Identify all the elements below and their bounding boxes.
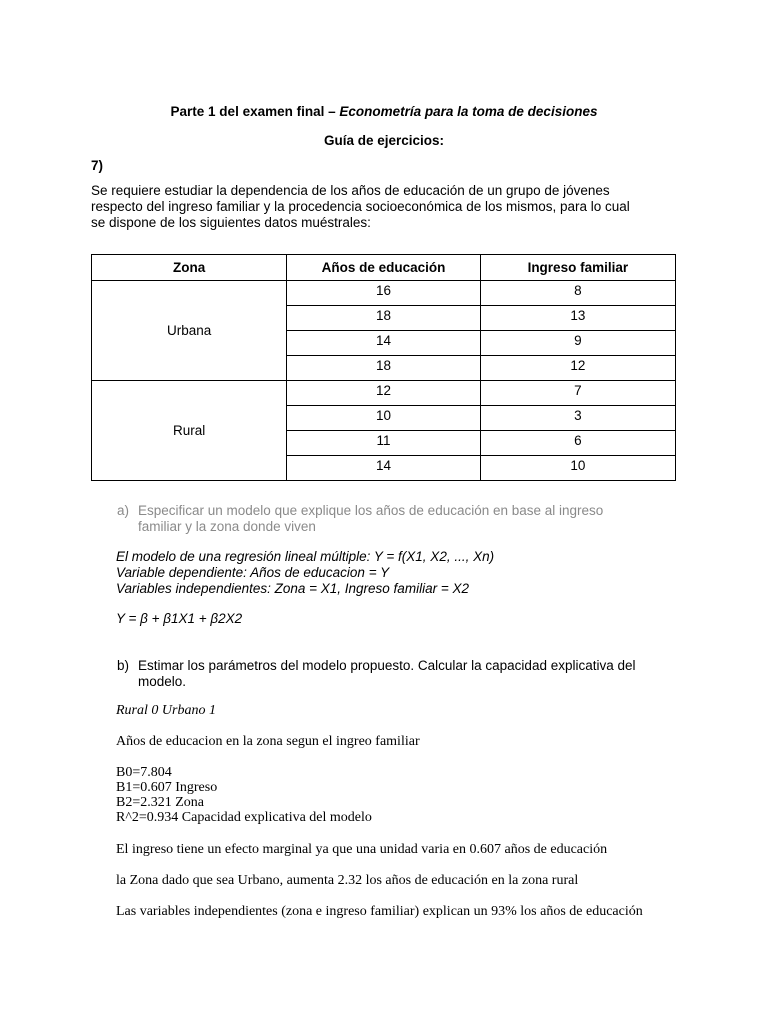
param-b0: B0=7.804: [116, 765, 172, 780]
answer-description: Años de educacion en la zona segun el ingreo familiar: [116, 734, 420, 749]
table-header-row: [92, 255, 676, 281]
param-b1: B1=0.607 Ingreso: [116, 780, 218, 795]
table-cell: 3: [480, 406, 675, 431]
table-header-zona: Zona: [92, 255, 287, 281]
document-title: [0, 104, 768, 120]
table-cell: 6: [480, 431, 675, 456]
table-cell: 11: [287, 431, 480, 456]
item-a-line-2: familiar y la zona donde viven: [138, 519, 316, 534]
table-cell: 18: [287, 306, 480, 331]
interpretation-1: El ingreso tiene un efecto marginal ya que una unidad varia en 0.607 años de educación: [116, 842, 608, 857]
item-a-line-1: Especificar un modelo que explique los años de educación en base al ingreso: [138, 503, 604, 518]
table-cell: 8: [480, 281, 675, 306]
table-cell: 13: [480, 306, 675, 331]
intro-line-3: se dispone de los siguientes datos muéstrales:: [91, 215, 371, 230]
table-cell: 10: [480, 456, 675, 481]
data-table: [91, 254, 676, 481]
table-cell: 18: [287, 356, 480, 381]
item-a-marker: a): [117, 503, 130, 518]
param-b2: B2=2.321 Zona: [116, 795, 204, 810]
item-b-line-2: modelo.: [138, 674, 187, 689]
table-cell: 10: [287, 406, 480, 431]
zone-cell-rural: Rural: [92, 381, 287, 481]
title-plain: Parte 1 del examen final –: [170, 104, 340, 119]
title-course: Econometría para la toma de decisiones: [339, 104, 598, 119]
table-cell: 16: [287, 281, 480, 306]
table-row: [92, 381, 676, 406]
table-header-anos: Años de educación: [287, 255, 480, 281]
zone-coding: Rural 0 Urbano 1: [116, 703, 216, 718]
interpretation-3: Las variables independientes (zona e ingreso familiar) explican un 93% los años de educación: [116, 904, 643, 919]
table-header-ingreso: Ingreso familiar: [480, 255, 675, 281]
model-line-1: El modelo de una regresión lineal múltiple: Y = f(X1, X2, ..., Xn): [116, 549, 495, 564]
table-cell: 14: [287, 331, 480, 356]
item-b-line-1: Estimar los parámetros del modelo propuesto. Calcular la capacidad explicativa del: [138, 658, 636, 673]
exercise-number: 7): [91, 158, 104, 173]
zone-cell-urbana: Urbana: [92, 281, 287, 381]
table-row: [92, 281, 676, 306]
model-line-3: Variables independientes: Zona = X1, Ingreso familiar = X2: [116, 581, 469, 596]
model-line-2: Variable dependiente: Años de educacion = Y: [116, 565, 390, 580]
interpretation-2: la Zona dado que sea Urbano, aumenta 2.32 los años de educación en la zona rural: [116, 873, 579, 888]
intro-line-1: Se requiere estudiar la dependencia de los años de educación de un grupo de jóvenes: [91, 183, 610, 198]
table-cell: 12: [480, 356, 675, 381]
table-cell: 12: [287, 381, 480, 406]
item-b-marker: b): [117, 658, 130, 673]
document-subtitle: Guía de ejercicios:: [323, 133, 445, 148]
model-equation: Y = β + β1X1 + β2X2: [116, 611, 243, 626]
table-cell: 7: [480, 381, 675, 406]
intro-line-2: respecto del ingreso familiar y la procedencia socioeconómica de los mismos, para lo cual: [91, 199, 630, 214]
param-r2: R^2=0.934 Capacidad explicativa del modelo: [116, 810, 372, 825]
table-cell: 9: [480, 331, 675, 356]
table-cell: 14: [287, 456, 480, 481]
